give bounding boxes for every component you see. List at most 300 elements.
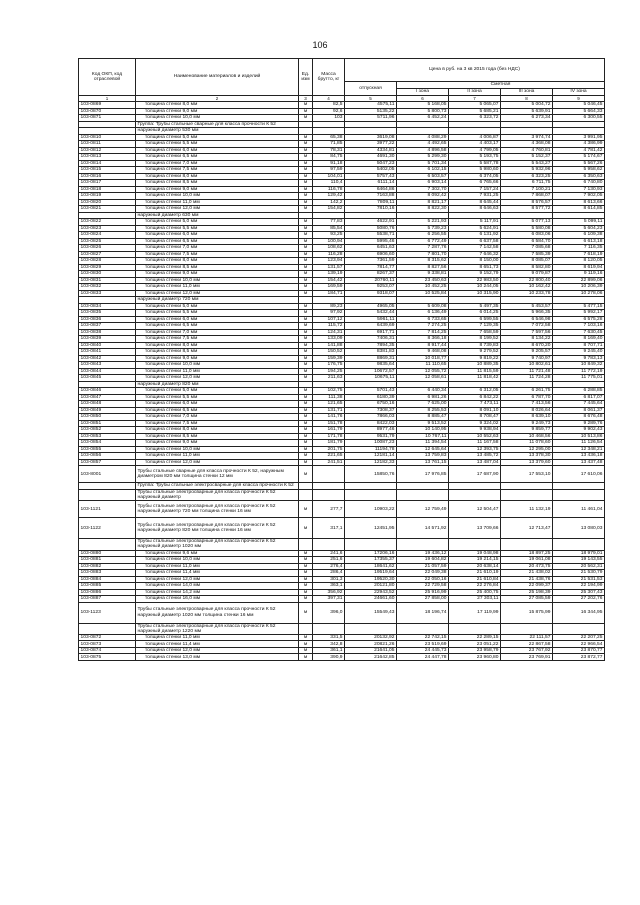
page-number: 106 — [312, 40, 328, 50]
row-zone-3: 8 582,80 — [501, 264, 553, 271]
row-zone-3: 8 085,07 — [501, 258, 553, 265]
row-zone-2: 4 403,17 — [449, 141, 501, 148]
row-zone-1: 11 110,65 — [397, 362, 449, 369]
row-name: толщина стенки 8,0 мм — [136, 258, 299, 265]
row-zone-3: 27 085,59 — [501, 596, 553, 603]
row-zone-4: 11 126,54 — [553, 440, 605, 447]
row-zone-3: 8 576,57 — [501, 199, 553, 206]
row-zone-2: 17 687,90 — [449, 466, 501, 483]
row-unit: м — [299, 310, 313, 317]
row-zone-1: 18 196,74 — [397, 602, 449, 623]
row-zone-2: 5 624,91 — [449, 225, 501, 232]
row-zone-2: 11 815,59 — [449, 368, 501, 375]
row-code: 103-0885 — [79, 583, 136, 590]
row-zone-4: 9 245,40 — [553, 349, 605, 356]
row-zone-3: 10 468,56 — [501, 433, 553, 440]
row-name: толщина стенки 10,0 мм — [136, 277, 299, 284]
row-unit: м — [299, 501, 313, 518]
row-code: 103-0844 — [79, 368, 136, 375]
row-mass: 84,75 — [313, 154, 345, 161]
row-zone-3: 10 802,61 — [501, 362, 553, 369]
row-name: толщина стенки 12,0 мм — [136, 290, 299, 297]
row-mass: 211,63 — [313, 375, 345, 382]
row-zone-1: 6 503,57 — [397, 173, 449, 180]
empty-cell — [553, 623, 605, 634]
row-zone-3: 20 473,75 — [501, 563, 553, 570]
empty-cell — [299, 489, 313, 500]
row-zone-1: 8 822,30 — [397, 206, 449, 213]
row-code: 103-0822 — [79, 219, 136, 226]
row-name: толщина стенки 6,0 мм — [136, 232, 299, 239]
row-code: 103-0825 — [79, 238, 136, 245]
row-code: 103-0827 — [79, 251, 136, 258]
row-mass: 65,38 — [313, 134, 345, 141]
row-release-price: 5538,71 — [345, 232, 397, 239]
row-name: толщина стенки 7,5 мм — [136, 420, 299, 427]
group-title: Группа: Трубы стальные электросварные для класса прочности К 52 — [136, 483, 299, 490]
row-zone-4: 8 707,71 — [553, 342, 605, 349]
empty-cell — [345, 539, 397, 550]
row-zone-2: 6 765,66 — [449, 180, 501, 187]
row-zone-2: 11 167,58 — [449, 440, 501, 447]
row-code: 103-1123 — [79, 602, 136, 623]
row-release-price: 5080,76 — [345, 225, 397, 232]
row-mass: 276,4 — [313, 563, 345, 570]
row-mass: 390,9 — [313, 654, 345, 661]
row-code: 103-0819 — [79, 193, 136, 200]
row-zone-1: 17 976,85 — [397, 466, 449, 483]
row-release-price: 11194,78 — [345, 446, 397, 453]
row-name: толщина стенки 6,0 мм — [136, 401, 299, 408]
header-estimate: Сметная — [397, 82, 605, 89]
row-unit: м — [299, 550, 313, 557]
row-release-price: 8267,37 — [345, 271, 397, 278]
row-code: 103-0831 — [79, 277, 136, 284]
row-mass: 201,75 — [313, 446, 345, 453]
row-zone-4: 9 289,76 — [553, 420, 605, 427]
row-zone-4: 5 099,11 — [553, 219, 605, 226]
row-zone-4: 25 307,43 — [553, 589, 605, 596]
row-zone-3: 12 713,47 — [501, 518, 553, 539]
row-zone-3: 11 132,19 — [501, 501, 553, 518]
row-mass: 123,94 — [313, 258, 345, 265]
row-zone-2: 6 599,55 — [449, 316, 501, 323]
row-zone-1: 7 625,00 — [397, 401, 449, 408]
row-unit: м — [299, 206, 313, 213]
row-zone-1: 7 801,70 — [397, 251, 449, 258]
row-code: 103-0842 — [79, 355, 136, 362]
row-unit: м — [299, 355, 313, 362]
row-unit: м — [299, 245, 313, 252]
row-zone-3: 13 379,60 — [501, 459, 553, 466]
row-name: толщина стенки 11,0 мм — [136, 453, 299, 460]
row-code: 103-0869 — [79, 102, 136, 109]
empty-cell — [449, 539, 501, 550]
row-zone-2: 17 119,99 — [449, 602, 501, 623]
group-title: наружный диаметр 720 мм — [136, 297, 299, 304]
row-code: 103-0816 — [79, 173, 136, 180]
row-code: 103-8001 — [79, 466, 136, 483]
header-code: Код ОКП, код отраслевой — [79, 59, 136, 96]
row-zone-1: 6 733,65 — [397, 316, 449, 323]
row-name: толщина стенки 12,0 мм — [136, 459, 299, 466]
row-unit: м — [299, 186, 313, 193]
row-zone-1: 6 903,14 — [397, 180, 449, 187]
header-release: отпускная — [345, 82, 397, 96]
row-unit: м — [299, 329, 313, 336]
row-zone-1: 9 513,52 — [397, 420, 449, 427]
row-code: 103-0838 — [79, 329, 136, 336]
row-unit: м — [299, 154, 313, 161]
row-code: 103-0874 — [79, 647, 136, 654]
row-zone-3: 8 639,10 — [501, 414, 553, 421]
row-zone-2: 19 214,15 — [449, 557, 501, 564]
row-unit: м — [299, 108, 313, 115]
row-mass: 221,65 — [313, 453, 345, 460]
row-zone-2: 27 303,11 — [449, 596, 501, 603]
row-unit: м — [299, 459, 313, 466]
row-mass: 85,54 — [313, 225, 345, 232]
row-zone-4: 11 461,04 — [553, 501, 605, 518]
row-zone-1: 8 092,42 — [397, 193, 449, 200]
row-zone-4: 8 613,66 — [553, 199, 605, 206]
row-zone-4: 21 530,79 — [553, 570, 605, 577]
row-zone-4: 13 437,48 — [553, 459, 605, 466]
row-zone-4: 17 610,06 — [553, 466, 605, 483]
row-code: 103-0850 — [79, 414, 136, 421]
row-name: толщина стенки 10,0 мм — [136, 115, 299, 122]
row-unit: м — [299, 336, 313, 343]
row-unit: м — [299, 134, 313, 141]
row-zone-2: 5 193,75 — [449, 154, 501, 161]
row-release-price: 5961,11 — [345, 316, 397, 323]
row-unit: м — [299, 641, 313, 648]
row-zone-3: 7 085,68 — [501, 245, 553, 252]
row-zone-2: 6 131,92 — [449, 232, 501, 239]
row-release-price: 4622,91 — [345, 219, 397, 226]
row-zone-3: 9 249,73 — [501, 420, 553, 427]
row-unit: м — [299, 264, 313, 271]
row-zone-4: 6 350,63 — [553, 173, 605, 180]
row-zone-4: 13 080,03 — [553, 518, 605, 539]
row-code: 103-0857 — [79, 459, 136, 466]
header-name: Наименование материалов и изделий — [136, 59, 299, 96]
row-zone-1: 22 742,15 — [397, 634, 449, 641]
empty-cell — [553, 539, 605, 550]
row-zone-1: 24 447,78 — [397, 654, 449, 661]
row-mass: 124,31 — [313, 329, 345, 336]
row-mass: 77,83 — [313, 219, 345, 226]
table-header — [79, 59, 605, 102]
table-row — [79, 501, 605, 518]
row-code: 103-0823 — [79, 225, 136, 232]
row-name: Трубы стальные электросварные для класса прочности К 52 наружный диаметр 1020 мм толщина стенки 16 мм — [136, 602, 299, 623]
row-code: 103-0848 — [79, 401, 136, 408]
row-unit: м — [299, 466, 313, 483]
row-name: толщина стенки 5,5 мм — [136, 141, 299, 148]
group-title: наружный диаметр 820 мм — [136, 381, 299, 388]
row-release-price: 5711,96 — [345, 115, 397, 122]
row-code: 103-0834 — [79, 303, 136, 310]
row-release-price: 12451,95 — [345, 518, 397, 539]
row-release-price: 10672,57 — [345, 368, 397, 375]
row-name: толщина стенки 5,5 мм — [136, 394, 299, 401]
row-code: 103-0814 — [79, 160, 136, 167]
row-zone-3: 7 072,58 — [501, 323, 553, 330]
row-zone-3: 25 198,39 — [501, 589, 553, 596]
row-zone-2: 5 497,35 — [449, 303, 501, 310]
row-zone-2: 6 842,22 — [449, 394, 501, 401]
row-mass: 116,28 — [313, 251, 345, 258]
row-release-price: 7866,03 — [345, 414, 397, 421]
row-zone-4: 18 979,01 — [553, 550, 605, 557]
row-zone-2: 11 818,42 — [449, 375, 501, 382]
row-release-price: 18641,62 — [345, 563, 397, 570]
row-zone-4: 3 991,95 — [553, 134, 605, 141]
row-release-price: 5995,46 — [345, 238, 397, 245]
row-mass: 241,51 — [313, 459, 345, 466]
row-zone-4: 11 775,01 — [553, 375, 605, 382]
row-zone-3: 9 205,57 — [501, 349, 553, 356]
row-mass: 97,59 — [313, 167, 345, 174]
row-zone-4: 7 902,05 — [553, 193, 605, 200]
row-unit: м — [299, 323, 313, 330]
row-zone-2: 8 645,44 — [449, 199, 501, 206]
row-zone-1: 4 088,29 — [397, 134, 449, 141]
row-zone-3: 9 079,87 — [501, 271, 553, 278]
row-name: толщина стенки 10,0 мм — [136, 362, 299, 369]
group-title: Трубы стальные электросварные для класса прочности К 52 наружный диаметр — [136, 489, 299, 500]
row-name: толщина стенки 8,5 мм — [136, 264, 299, 271]
header-unit: Ед. изм — [299, 59, 313, 96]
row-mass: 104,01 — [313, 173, 345, 180]
row-code: 103-0882 — [79, 563, 136, 570]
row-mass: 115,72 — [313, 323, 345, 330]
row-release-price: 4334,81 — [345, 147, 397, 154]
row-code: 103-0810 — [79, 134, 136, 141]
row-zone-4: 6 288,85 — [553, 388, 605, 395]
row-name: толщина стенки 9,6 мм — [136, 550, 299, 557]
row-name: толщина стенки 6,5 мм — [136, 323, 299, 330]
row-zone-1: 12 058,61 — [397, 375, 449, 382]
row-unit: м — [299, 401, 313, 408]
row-release-price: 5135,22 — [345, 108, 397, 115]
row-zone-2: 7 658,59 — [449, 329, 501, 336]
row-zone-3: 15 875,99 — [501, 602, 553, 623]
row-zone-3: 19 061,08 — [501, 557, 553, 564]
row-zone-3: 21 438,76 — [501, 576, 553, 583]
row-zone-4: 22 966,54 — [553, 641, 605, 648]
row-release-price: 3977,22 — [345, 141, 397, 148]
row-code: 103-0836 — [79, 316, 136, 323]
row-unit: м — [299, 453, 313, 460]
row-release-price: 6750,16 — [345, 401, 397, 408]
row-release-price: 9253,07 — [345, 284, 397, 291]
header-zone-2: II зона — [449, 89, 501, 96]
row-name: Трубы стальные электросварные для класса прочности К 52 наружный диаметр 720 мм толщина стенки 16 мм — [136, 501, 299, 518]
row-zone-2: 20 638,14 — [449, 563, 501, 570]
row-zone-1: 10 525,84 — [397, 290, 449, 297]
row-zone-3: 11 724,28 — [501, 375, 553, 382]
row-zone-4: 6 300,55 — [553, 115, 605, 122]
row-mass: 241,6 — [313, 550, 345, 557]
row-release-price: 21641,05 — [345, 647, 397, 654]
row-zone-2: 22 983,50 — [449, 277, 501, 284]
empty-cell — [397, 489, 449, 500]
row-zone-3: 6 083,06 — [501, 232, 553, 239]
row-code: 103-0854 — [79, 440, 136, 447]
row-release-price: 17355,37 — [345, 557, 397, 564]
row-name: толщина стенки 9,0 мм — [136, 355, 299, 362]
row-zone-2: 21 610,84 — [449, 576, 501, 583]
row-unit: м — [299, 570, 313, 577]
row-zone-1: 19 436,12 — [397, 550, 449, 557]
row-unit: м — [299, 316, 313, 323]
row-code: 103-0887 — [79, 596, 136, 603]
row-name: толщина стенки 11,4 мм — [136, 641, 299, 648]
row-release-price: 24661,60 — [345, 596, 397, 603]
row-mass: 141,76 — [313, 414, 345, 421]
row-zone-2: 8 150,00 — [449, 258, 501, 265]
row-code: 103-0828 — [79, 258, 136, 265]
row-zone-3: 7 413,56 — [501, 401, 553, 408]
row-zone-2: 4 799,05 — [449, 147, 501, 154]
row-name: толщина стенки 12,0 мм — [136, 647, 299, 654]
row-zone-1: 22 729,58 — [397, 583, 449, 590]
row-unit: м — [299, 173, 313, 180]
row-code: 103-0811 — [79, 141, 136, 148]
price-table — [78, 58, 605, 661]
row-zone-2: 10 244,05 — [449, 284, 501, 291]
row-zone-4: 22 194,99 — [553, 583, 605, 590]
group-title: Трубы стальные электросварные для класса прочности К 52 наружный диаметр 1220 мм — [136, 623, 299, 634]
row-release-price: 5701,43 — [345, 388, 397, 395]
row-zone-1: 23 450,63 — [397, 277, 449, 284]
row-code: 103-0881 — [79, 557, 136, 564]
row-zone-1: 5 168,05 — [397, 102, 449, 109]
row-zone-4: 9 783,13 — [553, 355, 605, 362]
row-mass: 93,25 — [313, 232, 345, 239]
row-unit: м — [299, 225, 313, 232]
empty-cell — [313, 623, 345, 634]
row-zone-2: 7 473,11 — [449, 401, 501, 408]
row-zone-1: 5 609,08 — [397, 303, 449, 310]
row-zone-2: 6 323,72 — [449, 115, 501, 122]
row-unit: м — [299, 414, 313, 421]
row-name: толщина стенки 10,0 мм — [136, 446, 299, 453]
row-zone-4: 8 619,94 — [553, 264, 605, 271]
row-release-price: 6111,14 — [345, 180, 397, 187]
row-mass: 194,25 — [313, 368, 345, 375]
row-mass: 397,31 — [313, 596, 345, 603]
row-zone-2: 9 279,52 — [449, 349, 501, 356]
row-unit: м — [299, 180, 313, 187]
row-code: 103-0833 — [79, 290, 136, 297]
row-zone-3: 5 453,57 — [501, 303, 553, 310]
row-code: 103-1122 — [79, 518, 136, 539]
row-zone-1: 8 821,17 — [397, 199, 449, 206]
row-zone-3: 6 546,98 — [501, 316, 553, 323]
row-release-price: 7809,11 — [345, 199, 397, 206]
row-release-price: 6917,71 — [345, 329, 397, 336]
row-zone-3: 17 553,10 — [501, 466, 553, 483]
row-zone-3: 7 100,21 — [501, 186, 553, 193]
row-zone-3: 5 966,35 — [501, 310, 553, 317]
row-name: толщина стенки 11,0 мм — [136, 368, 299, 375]
row-zone-4: 22 899,06 — [553, 277, 605, 284]
row-release-price: 9835,64 — [345, 362, 397, 369]
row-mass: 142,2 — [313, 199, 345, 206]
row-mass: 78,31 — [313, 147, 345, 154]
row-zone-2: 9 938,94 — [449, 427, 501, 434]
row-name: толщина стенки 8,0 мм — [136, 342, 299, 349]
row-release-price: 4691,30 — [345, 154, 397, 161]
table-row — [79, 466, 605, 483]
row-name: толщина стенки 6,5 мм — [136, 238, 299, 245]
row-name: толщина стенки 5,0 мм — [136, 388, 299, 395]
row-zone-1: 22 049,38 — [397, 570, 449, 577]
row-code: 103-0851 — [79, 420, 136, 427]
group-row — [79, 539, 605, 550]
row-zone-2: 22 276,84 — [449, 583, 501, 590]
row-zone-4: 7 130,93 — [553, 186, 605, 193]
row-code: 103-0855 — [79, 446, 136, 453]
row-unit: м — [299, 420, 313, 427]
row-unit: м — [299, 251, 313, 258]
row-zone-2: 6 637,58 — [449, 238, 501, 245]
row-zone-4: 7 445,64 — [553, 401, 605, 408]
row-zone-1: 6 136,49 — [397, 310, 449, 317]
row-unit: м — [299, 232, 313, 239]
row-zone-4: 7 618,19 — [553, 251, 605, 258]
row-release-price: 8869,31 — [345, 355, 397, 362]
row-release-price: 6451,63 — [345, 245, 397, 252]
row-code: 103-0830 — [79, 271, 136, 278]
row-code: 103-0839 — [79, 336, 136, 343]
row-zone-4: 7 103,16 — [553, 323, 605, 330]
row-mass: 301,3 — [313, 576, 345, 583]
row-unit: м — [299, 634, 313, 641]
row-mass: 184,71 — [313, 290, 345, 297]
empty-cell — [313, 489, 345, 500]
row-zone-2: 22 289,15 — [449, 634, 501, 641]
column-number: 6 — [397, 96, 449, 102]
row-zone-4: 6 575,28 — [553, 316, 605, 323]
row-unit: м — [299, 602, 313, 623]
row-zone-3: 6 261,75 — [501, 388, 553, 395]
header-zone-3: III зона — [501, 89, 553, 96]
row-unit: м — [299, 596, 313, 603]
row-unit: м — [299, 576, 313, 583]
row-mass: 116,78 — [313, 186, 345, 193]
row-name: толщина стенки 6,5 мм — [136, 407, 299, 414]
row-release-price: 3619,08 — [345, 134, 397, 141]
row-zone-4: 7 630,45 — [553, 329, 605, 336]
row-release-price: 6180,39 — [345, 394, 397, 401]
row-zone-1: 8 255,53 — [397, 407, 449, 414]
row-zone-4: 6 613,18 — [553, 238, 605, 245]
row-code: 103-0820 — [79, 199, 136, 206]
table-body — [79, 102, 605, 661]
row-zone-1: 4 492,65 — [397, 141, 449, 148]
row-zone-1: 27 858,00 — [397, 596, 449, 603]
row-zone-3: 7 597,56 — [501, 329, 553, 336]
row-release-price: 20821,26 — [345, 641, 397, 648]
row-code: 103-0826 — [79, 245, 136, 252]
row-mass: 286,4 — [313, 570, 345, 577]
row-name: толщина стенки 6,5 мм — [136, 154, 299, 161]
row-name: толщина стенки 7,0 мм — [136, 245, 299, 252]
